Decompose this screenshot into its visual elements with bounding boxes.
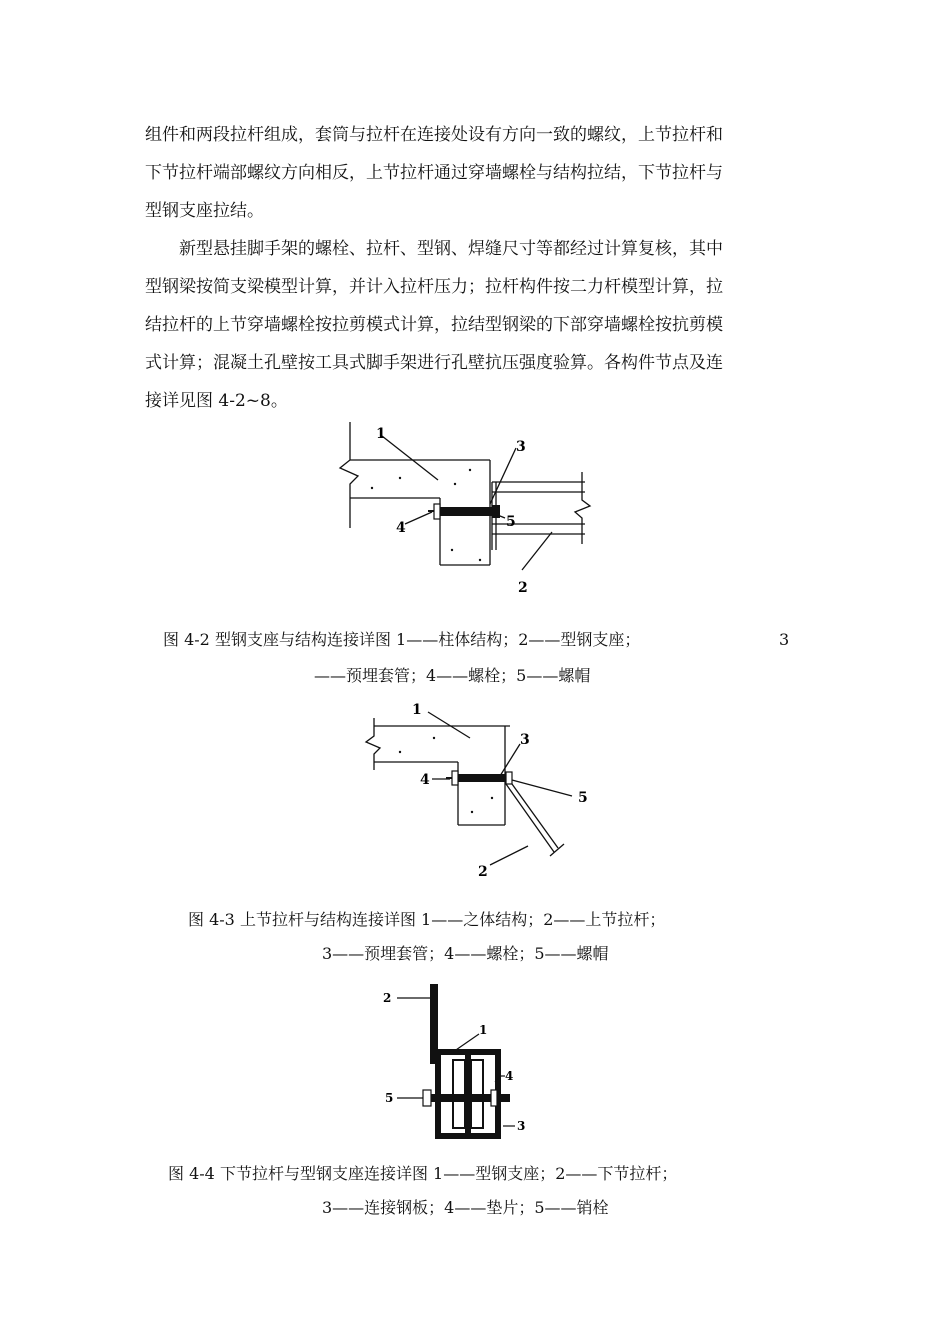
fig-4-2-caption-line-1-tail: 3 <box>779 630 790 649</box>
fig-4-3-label-5: 5 <box>578 790 588 806</box>
fig-4-3-label-1: 1 <box>412 702 422 718</box>
fig-4-4-label-2: 2 <box>383 991 392 1005</box>
fig-4-4-label-4: 4 <box>505 1069 514 1083</box>
fig-4-4-caption-line-1: 图 4-4 下节拉杆与型钢支座连接详图 1——型钢支座；2——下节拉杆； <box>168 1164 678 1183</box>
paragraph-2 <box>145 230 805 420</box>
fig-4-3-label-2: 2 <box>478 864 488 880</box>
text-line: 下节拉杆端部螺纹方向相反，上节拉杆通过穿墙螺栓与结构拉结，下节拉杆与 <box>145 163 723 183</box>
text-line: 新型悬挂脚手架的螺栓、拉杆、型钢、焊缝尺寸等都经过计算复核，其中 <box>179 239 723 259</box>
fig-4-2-label-5: 5 <box>506 514 516 530</box>
fig-4-3-caption-line-2: 3——预埋套管；4——螺栓；5——螺帽 <box>322 944 609 963</box>
figure-4-3-drawing <box>360 700 600 880</box>
fig-4-2-label-3: 3 <box>516 439 526 455</box>
text-line: 结拉杆的上节穿墙螺栓按拉剪模式计算，拉结型钢梁的下部穿墙螺栓按抗剪模 <box>145 315 723 335</box>
text-line: 接详见图 4-2~8。 <box>145 391 288 411</box>
fig-4-2-label-1: 1 <box>376 426 386 442</box>
fig-4-2-label-2: 2 <box>518 580 528 596</box>
figure-4-2-drawing <box>330 420 620 600</box>
fig-4-3-caption-line-1: 图 4-3 上节拉杆与结构连接详图 1——之体结构；2——上节拉杆； <box>188 910 666 929</box>
paragraph-1 <box>145 116 805 230</box>
fig-4-2-caption-line-1: 图 4-2 型钢支座与结构连接详图 1——柱体结构；2——型钢支座； <box>163 630 641 649</box>
fig-4-2-caption-line-2: ——预埋套管；4——螺栓；5——螺帽 <box>314 666 591 685</box>
text-line: 组件和两段拉杆组成，套筒与拉杆在连接处设有方向一致的螺纹，上节拉杆和 <box>145 125 723 145</box>
fig-4-4-caption-line-2: 3——连接钢板；4——垫片；5——销栓 <box>322 1198 609 1217</box>
figure-4-4-drawing <box>375 980 535 1150</box>
fig-4-3-label-3: 3 <box>520 732 530 748</box>
fig-4-3-label-4: 4 <box>420 772 430 788</box>
text-line: 型钢梁按简支梁模型计算，并计入拉杆压力；拉杆构件按二力杆模型计算，拉 <box>145 277 723 297</box>
text-line: 式计算；混凝土孔壁按工具式脚手架进行孔壁抗压强度验算。各构件节点及连 <box>145 353 723 373</box>
fig-4-4-label-5: 5 <box>385 1091 394 1105</box>
fig-4-4-label-3: 3 <box>517 1119 526 1133</box>
fig-4-2-label-4: 4 <box>396 520 406 536</box>
text-line: 型钢支座拉结。 <box>145 201 264 221</box>
fig-4-4-label-1: 1 <box>479 1023 488 1037</box>
